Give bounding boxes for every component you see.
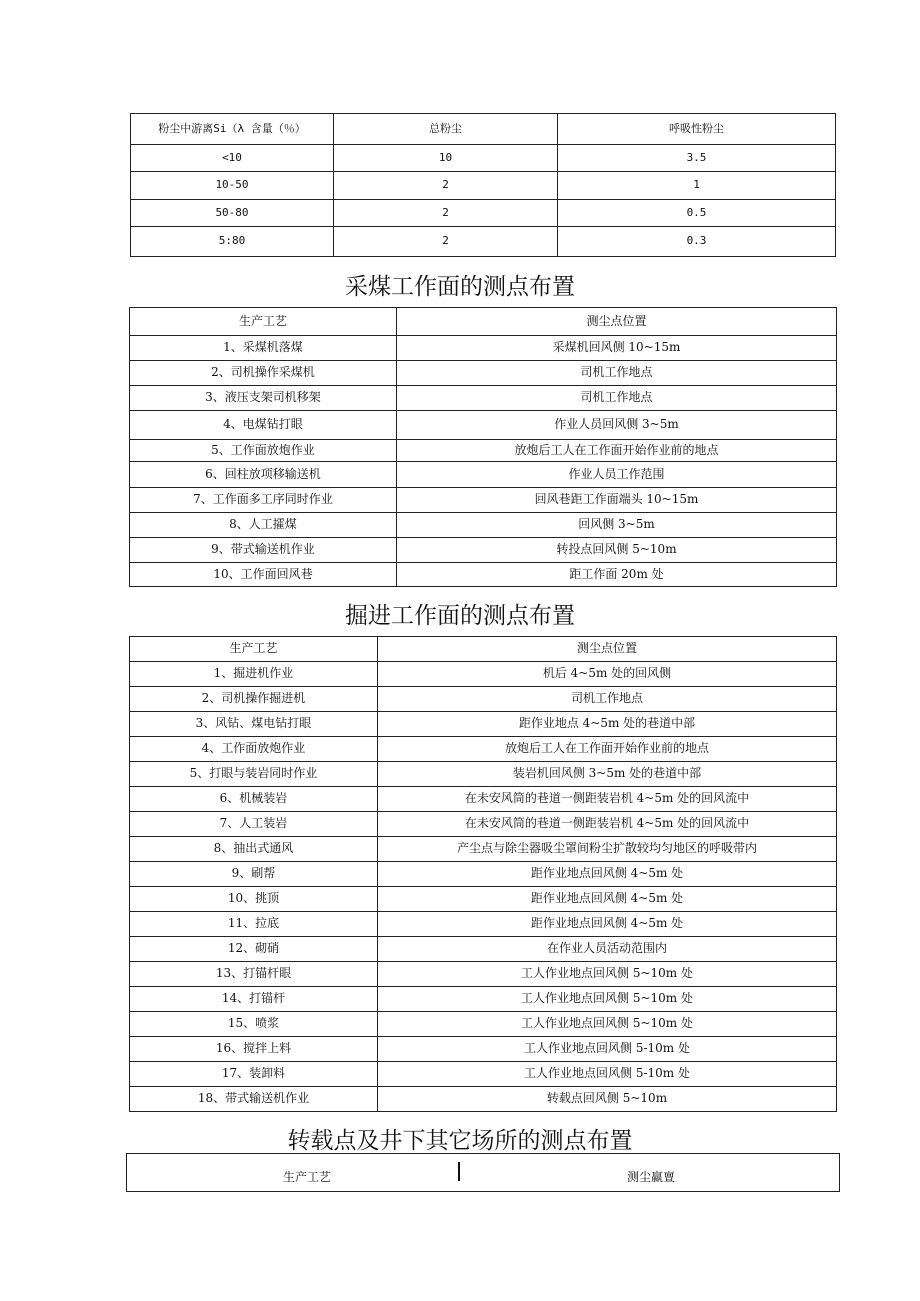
divider-mark bbox=[458, 1162, 460, 1181]
table-cell: 工人作业地点回风侧 5-10m 处 bbox=[378, 1062, 837, 1087]
table-cell: 15、喷浆 bbox=[130, 1012, 378, 1037]
table-cell: 回风巷距工作面端头 10~15m bbox=[397, 488, 837, 513]
table-row bbox=[130, 812, 837, 837]
table-row bbox=[130, 712, 837, 737]
table-cell: 9、带式输送机作业 bbox=[130, 538, 397, 563]
table-cell: 3.5 bbox=[558, 145, 836, 172]
table-cell: 10-50 bbox=[131, 172, 334, 200]
table-header-row bbox=[127, 1154, 840, 1192]
table-cell: 8、人工攉煤 bbox=[130, 513, 397, 538]
table-cell: 6、回柱放项移输送机 bbox=[130, 462, 397, 488]
transfer-point-table bbox=[126, 1153, 840, 1192]
dust-limit-table bbox=[130, 113, 836, 257]
table-cell: 作业人员工作范围 bbox=[397, 462, 837, 488]
table-row bbox=[130, 787, 837, 812]
table-cell: 17、装卸料 bbox=[130, 1062, 378, 1087]
table-cell: 7、工作面多工序同时作业 bbox=[130, 488, 397, 513]
table-cell: 3、风钻、煤电钻打眼 bbox=[130, 712, 378, 737]
table-cell: 2、司机操作采煤机 bbox=[130, 361, 397, 386]
table-cell: 回风侧 3~5m bbox=[397, 513, 837, 538]
table-cell: 在未安风筒的巷道一侧距装岩机 4~5m 处的回风流中 bbox=[378, 812, 837, 837]
header-cell: 测尘点位置 bbox=[378, 637, 837, 662]
table-cell: 2 bbox=[334, 200, 558, 227]
table-cell: 机后 4~5m 处的回风侧 bbox=[378, 662, 837, 687]
table-cell: 18、带式输送机作业 bbox=[130, 1087, 378, 1112]
table-row bbox=[130, 1087, 837, 1112]
table-header-row bbox=[130, 308, 837, 336]
table-cell: 0.3 bbox=[558, 227, 836, 257]
table-row bbox=[130, 762, 837, 787]
table-row bbox=[130, 361, 837, 386]
table-cell: 距工作面 20m 处 bbox=[397, 563, 837, 587]
table-cell: 装岩机回风侧 3~5m 处的巷道中部 bbox=[378, 762, 837, 787]
table-row bbox=[130, 1037, 837, 1062]
table-cell: 12、砌硝 bbox=[130, 937, 378, 962]
table-cell: 距作业地点回风侧 4~5m 处 bbox=[378, 887, 837, 912]
table-cell: 工人作业地点回风侧 5~10m 处 bbox=[378, 962, 837, 987]
table-cell: 1 bbox=[558, 172, 836, 200]
mining-face-table bbox=[129, 307, 837, 587]
table-row bbox=[130, 662, 837, 687]
table-row bbox=[130, 987, 837, 1012]
table-row bbox=[130, 563, 837, 587]
table-cell: 5:80 bbox=[131, 227, 334, 257]
table-row bbox=[130, 737, 837, 762]
table-cell: 4、工作面放炮作业 bbox=[130, 737, 378, 762]
section-title: 转载点及井下其它场所的测点布置 bbox=[287, 1128, 633, 1154]
tunneling-face-table bbox=[129, 636, 837, 1112]
table-cell: 4、电煤钻打眼 bbox=[130, 411, 397, 440]
table-cell: 5、打眼与装岩同时作业 bbox=[130, 762, 378, 787]
header-cell: 生产工艺 bbox=[130, 637, 378, 662]
table-cell: 5、工作面放炮作业 bbox=[130, 440, 397, 462]
table-row bbox=[130, 386, 837, 411]
table-cell: 工人作业地点回风侧 5-10m 处 bbox=[378, 1037, 837, 1062]
header-cell: 总粉尘 bbox=[334, 114, 558, 145]
table-cell: 10、工作面回风巷 bbox=[130, 563, 397, 587]
table-cell: 14、打锚杆 bbox=[130, 987, 378, 1012]
table-cell: 距作业地点 4~5m 处的巷道中部 bbox=[378, 712, 837, 737]
table-row bbox=[130, 462, 837, 488]
table-row bbox=[131, 145, 836, 172]
table-cell: 产尘点与除尘器吸尘罩间粉尘扩散较均匀地区的呼吸带内 bbox=[378, 837, 837, 862]
table-cell: 工人作业地点回风侧 5~10m 处 bbox=[378, 1012, 837, 1037]
table-row bbox=[130, 687, 837, 712]
table-row bbox=[131, 200, 836, 227]
table-cell: 9、刷帮 bbox=[130, 862, 378, 887]
table-cell: 距作业地点回风侧 4~5m 处 bbox=[378, 912, 837, 937]
table-cell: 50-80 bbox=[131, 200, 334, 227]
table-cell: 司机工作地点 bbox=[378, 687, 837, 712]
table-row bbox=[130, 538, 837, 563]
table-row bbox=[130, 411, 837, 440]
header-cell: 生产工艺 bbox=[130, 308, 397, 336]
table-cell: 16、搅拌上料 bbox=[130, 1037, 378, 1062]
table-cell: 2 bbox=[334, 227, 558, 257]
header-cell: 测尘点位置 bbox=[397, 308, 837, 336]
table-cell: 放炮后工人在工作面开始作业前的地点 bbox=[397, 440, 837, 462]
table-cell: 7、人工装岩 bbox=[130, 812, 378, 837]
table-cell: 转载点回风侧 5~10m bbox=[378, 1087, 837, 1112]
table-cell: 司机工作地点 bbox=[397, 386, 837, 411]
table-row bbox=[130, 962, 837, 987]
table-cell: <10 bbox=[131, 145, 334, 172]
table-cell: 2、司机操作掘进机 bbox=[130, 687, 378, 712]
table-cell: 工人作业地点回风侧 5~10m 处 bbox=[378, 987, 837, 1012]
table-cell: 3、液压支架司机移架 bbox=[130, 386, 397, 411]
table-row bbox=[130, 862, 837, 887]
header-cell: 粉尘中游离Si（λ 含量（％） bbox=[131, 114, 334, 145]
table-cell: 距作业地点回风侧 4~5m 处 bbox=[378, 862, 837, 887]
table-row bbox=[130, 887, 837, 912]
table-row bbox=[131, 172, 836, 200]
table-row bbox=[130, 513, 837, 538]
table-cell: 转投点回风侧 5~10m bbox=[397, 538, 837, 563]
table-cell: 在作业人员活动范围内 bbox=[378, 937, 837, 962]
table-header-row bbox=[130, 637, 837, 662]
table-cell: 放炮后工人在工作面开始作业前的地点 bbox=[378, 737, 837, 762]
table-row bbox=[130, 336, 837, 361]
table-cell: 作业人员回风侧 3~5m bbox=[397, 411, 837, 440]
section-title: 掘进工作面的测点布置 bbox=[345, 603, 575, 629]
table-row bbox=[130, 1012, 837, 1037]
table-header-row bbox=[131, 114, 836, 145]
table-row bbox=[130, 1062, 837, 1087]
table-row bbox=[131, 227, 836, 257]
table-row bbox=[130, 937, 837, 962]
table-cell: 0.5 bbox=[558, 200, 836, 227]
table-cell: 6、机械装岩 bbox=[130, 787, 378, 812]
table-cell: 在未安风筒的巷道一侧距装岩机 4~5m 处的回风流中 bbox=[378, 787, 837, 812]
table-cell: 2 bbox=[334, 172, 558, 200]
table-row bbox=[130, 440, 837, 462]
table-cell: 13、打锚杆眼 bbox=[130, 962, 378, 987]
table-cell: 10 bbox=[334, 145, 558, 172]
table-cell: 采煤机回风侧 10~15m bbox=[397, 336, 837, 361]
table-cell: 8、抽出式通风 bbox=[130, 837, 378, 862]
table-row bbox=[130, 488, 837, 513]
header-cell: 呼吸性粉尘 bbox=[558, 114, 836, 145]
table-cell: 10、挑顶 bbox=[130, 887, 378, 912]
header-cell: 生产工艺 bbox=[283, 1170, 332, 1184]
table-cell: 1、掘进机作业 bbox=[130, 662, 378, 687]
table-row bbox=[130, 912, 837, 937]
table-row bbox=[130, 837, 837, 862]
section-title: 采煤工作面的测点布置 bbox=[345, 274, 575, 300]
table-cell: 司机工作地点 bbox=[397, 361, 837, 386]
header-cell: 测尘赢亶 bbox=[627, 1170, 676, 1184]
table-cell: 11、拉底 bbox=[130, 912, 378, 937]
table-cell: 1、采煤机落煤 bbox=[130, 336, 397, 361]
